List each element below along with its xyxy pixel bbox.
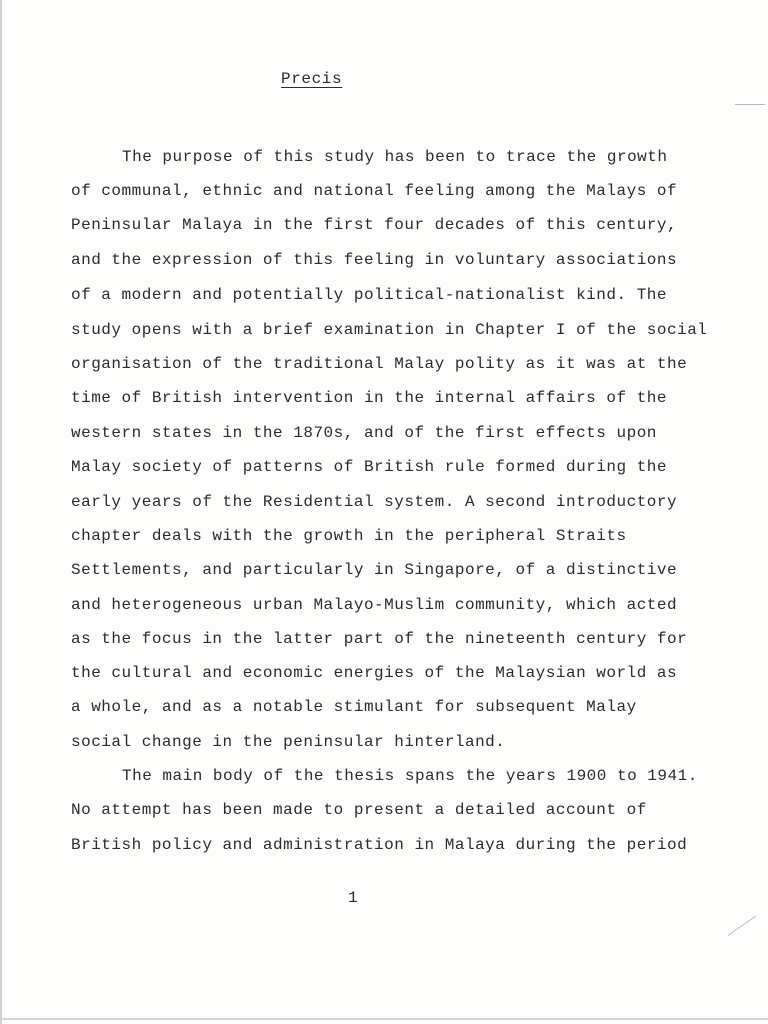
text-line: early years of the Residential system. A second introductory [71, 493, 678, 511]
page-number: 1 [348, 889, 358, 907]
text-line: and heterogeneous urban Malayo-Muslim community, which acted [71, 596, 678, 614]
document-title: Precis [281, 70, 343, 88]
scan-mark [735, 104, 765, 105]
text-line: western states in the 1870s, and of the first effects upon [71, 424, 657, 442]
page-left-edge [0, 0, 2, 1024]
text-line: organisation of the traditional Malay polity as it was at the [71, 355, 688, 373]
scan-mark [728, 916, 756, 936]
text-line: the cultural and economic energies of the Malaysian world as [71, 664, 678, 682]
text-line: study opens with a brief examination in Chapter I of the social [71, 321, 708, 339]
text-line: No attempt has been made to present a detailed account of [71, 801, 647, 819]
text-line: Malay society of patterns of British rule formed during the [71, 458, 667, 476]
text-line: social change in the peninsular hinterland. [71, 733, 506, 751]
text-line: The purpose of this study has been to trace the growth [122, 148, 668, 166]
text-line: British policy and administration in Malaya during the period [71, 836, 688, 854]
text-line: The main body of the thesis spans the years 1900 to 1941. [122, 767, 698, 785]
text-line: a whole, and as a notable stimulant for subsequent Malay [71, 698, 637, 716]
text-line: of communal, ethnic and national feeling among the Malays of [71, 182, 678, 200]
text-line: as the focus in the latter part of the nineteenth century for [71, 630, 688, 648]
text-line: Peninsular Malaya in the first four decades of this century, [71, 216, 678, 234]
text-line: Settlements, and particularly in Singapore, of a distinctive [71, 561, 678, 579]
text-line: of a modern and potentially political-nationalist kind. The [71, 286, 667, 304]
text-line: time of British intervention in the internal affairs of the [71, 389, 667, 407]
text-line: and the expression of this feeling in voluntary associations [71, 251, 678, 269]
text-line: chapter deals with the growth in the peripheral Straits [71, 527, 627, 545]
page-bottom-edge [0, 1018, 768, 1020]
